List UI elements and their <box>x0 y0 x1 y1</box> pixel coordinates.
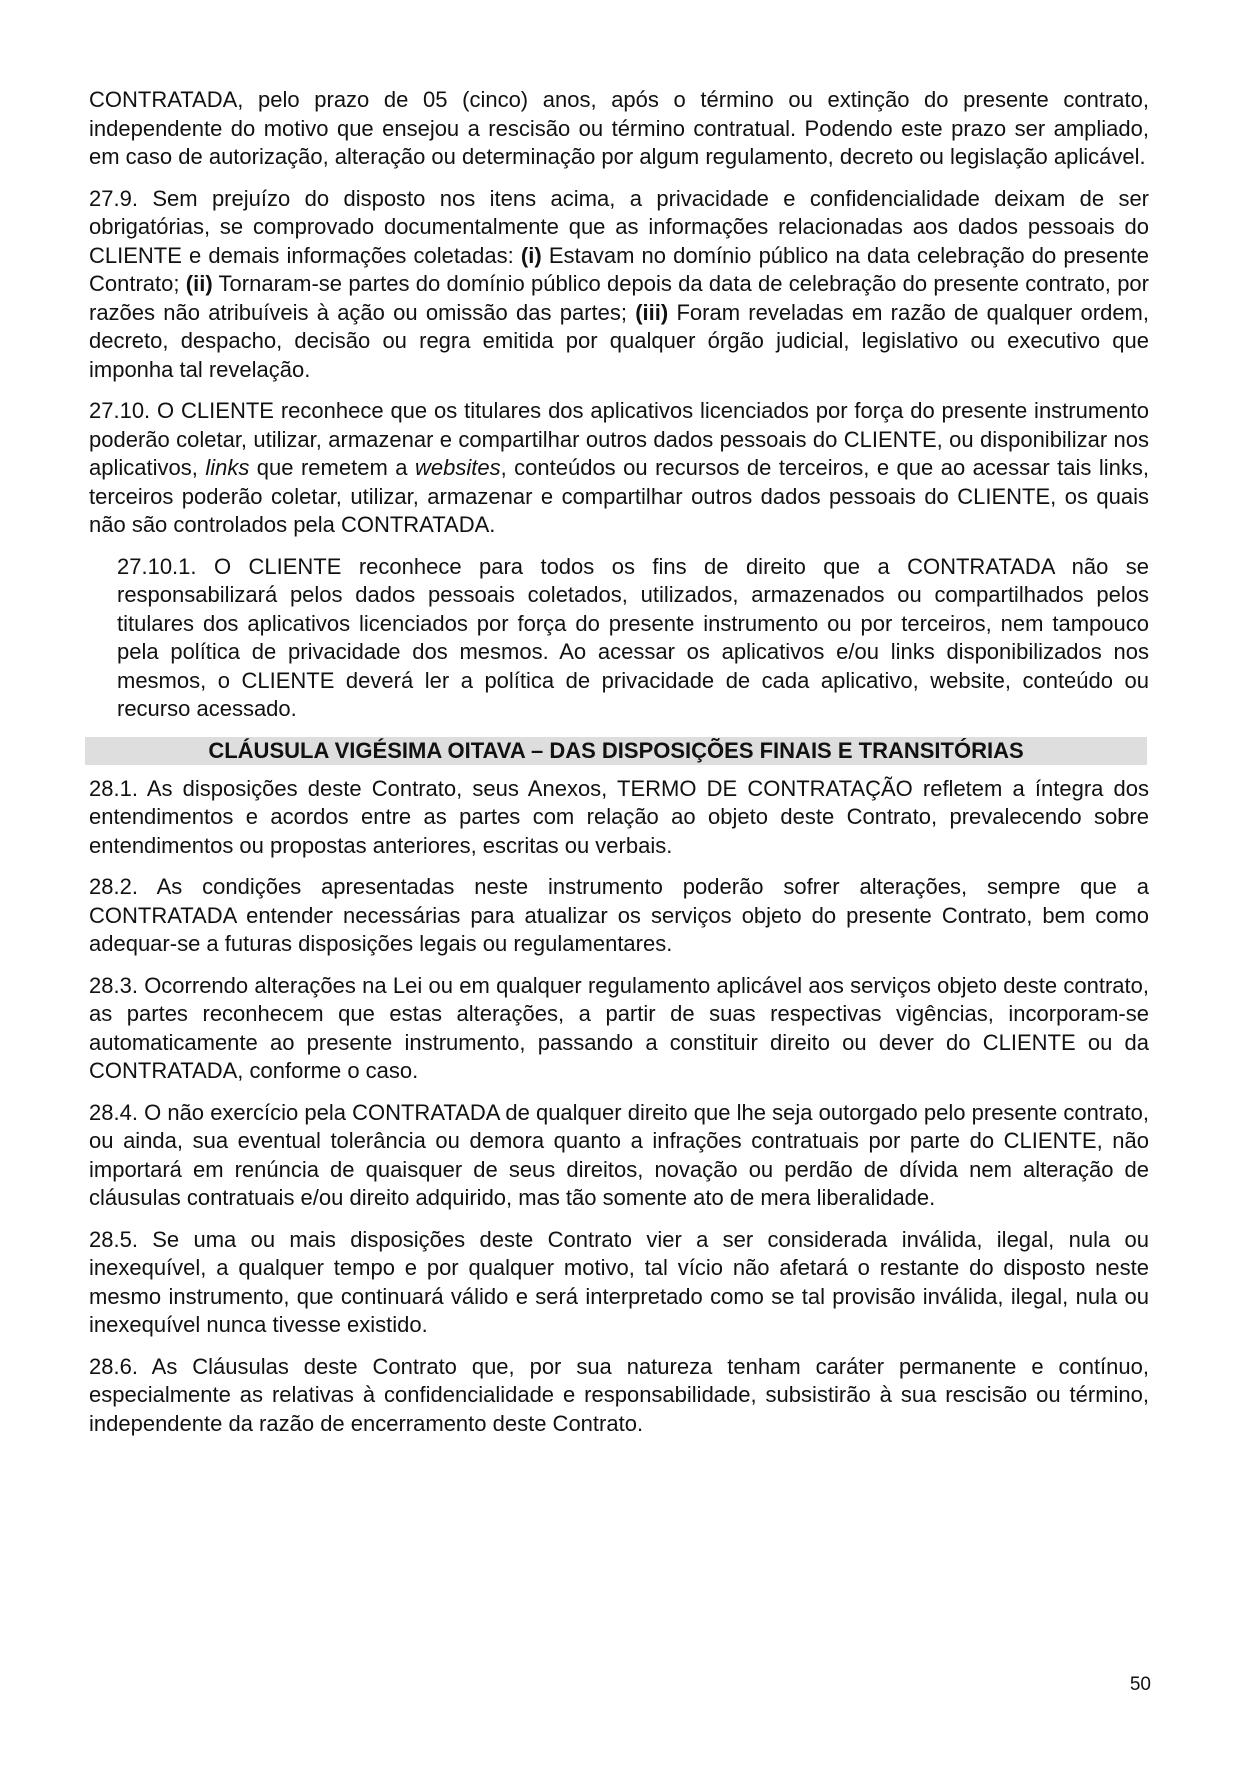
p27-9-text-3: Tornaram-se partes do domínio público depois da data de celebração do presente contrato, por razões não atribuíveis à ação ou omissão das partes; <box>89 271 1149 325</box>
p27-9-bold-2: (ii) <box>185 271 213 296</box>
p27-9-bold-1: (i) <box>520 242 542 268</box>
paragraph-28-6: 28.6. As Cláusulas deste Contrato que, por sua natureza tenham caráter permanente e contínuo, especialmente as relativas à confidencialidade e responsabilidade, subsistirão à sua rescisão ou término, independente da razão de encerramento deste Contrato. <box>89 1353 1149 1436</box>
p27-10-text-2: que remetem a <box>249 455 415 480</box>
p27-10-text-1: 27.10. O CLIENTE reconhece que os titulares dos aplicativos licenciados por força do presente instrumento poderão coletar, utilizar, armazenar e compartilhar outros dados pessoais do CLIENTE, ou disponibilizar nos aplicativos, <box>89 398 1149 480</box>
paragraph-28-2: 28.2. As condições apresentadas neste instrumento poderão sofrer alterações, sempre que a CONTRATADA entender necessárias para atualizar os serviços objeto do presente Contrato, bem como adequar-se a futuras disposições legais ou regulamentares. <box>89 874 1149 956</box>
paragraph-28-5: 28.5. Se uma ou mais disposições deste Contrato vier a ser considerada inválida, ilegal, nula ou inexequível, a qualquer tempo e por qualquer motivo, tal vício não afetará o restante do disposto neste mesmo instrumento, que continuará válido e será interpretado como se tal provisão inválida, ilegal, nula ou inexequível nunca tivesse existido. <box>89 1226 1149 1337</box>
p27-10-text-3: , conteúdos ou recursos de terceiros, e que ao acessar tais links, terceiros poderão coletar, utilizar, armazenar e compartilhar outros dados pessoais do CLIENTE, os quais não são controlados pela CONTRATADA. <box>89 455 1149 537</box>
paragraph-28-3: 28.3. Ocorrendo alterações na Lei ou em qualquer regulamento aplicável aos serviços objeto deste contrato, as partes reconhecem que estas alterações, a partir de suas respectivas vigências, incorporam-se automaticamente ao presente instrumento, passando a constituir direito ou dever do CLIENTE ou da CONTRATADA, conforme o caso. <box>89 972 1149 1083</box>
p27-9-bold-3: (iii) <box>635 299 669 325</box>
p27-9-text-4: Foram reveladas em razão de qualquer ordem, decreto, despacho, decisão ou regra emitida por qualquer órgão judicial, legislativo ou executivo que imponha tal revelação. <box>89 299 1149 382</box>
page-content <box>89 86 1149 1451</box>
p27-10-italic-websites: websites <box>414 455 501 480</box>
paragraph-27-9 <box>89 185 1149 385</box>
paragraph-28-4: 28.4. O não exercício pela CONTRATADA de qualquer direito que lhe seja outorgado pelo presente contrato, ou ainda, sua eventual tolerância ou demora quanto a infrações contratuais por parte do CLIENTE, não importará em renúncia de quaisquer de seus direitos, novação ou perdão de dívida nem alteração de cláusulas contratuais e/ou direito adquirido, mas tão somente ato de mera liberalidade. <box>89 1099 1149 1210</box>
p27-9-text-2: Estavam no domínio público na data celebração do presente Contrato; <box>89 242 1149 296</box>
p27-9-text-1: 27.9. Sem prejuízo do disposto nos itens acima, a privacidade e confidencialidade deixam de ser obrigatórias, se comprovado documentalmente que as informações relacionadas aos dados pessoais do CLIENTE e demais informações coletadas: <box>89 185 1149 268</box>
paragraph-intro: CONTRATADA, pelo prazo de 05 (cinco) anos, após o término ou extinção do presente contrato, independente do motivo que ensejou a rescisão ou término contratual. Podendo este prazo ser ampliado, em caso de autorização, alteração ou determinação por algum regulamento, decreto ou legislação aplicável. <box>89 87 1149 169</box>
paragraph-27-10-1: 27.10.1. O CLIENTE reconhece para todos os fins de direito que a CONTRATADA não se responsabilizará pelos dados pessoais coletados, utilizados, armazenados ou compartilhados pelos titulares dos aplicativos licenciados por força do presente instrumento ou por terceiros, nem tampouco pela política de privacidade dos mesmos. Ao acessar os aplicativos e/ou links disponibilizados nos mesmos, o CLIENTE deverá ler a política de privacidade de cada aplicativo, website, conteúdo ou recurso acessado. <box>117 553 1149 721</box>
p27-10-italic-links: links <box>205 455 250 480</box>
clause-28-heading: CLÁUSULA VIGÉSIMA OITAVA – DAS DISPOSIÇÕES FINAIS E TRANSITÓRIAS <box>85 737 1147 765</box>
paragraph-27-10 <box>89 397 1149 540</box>
paragraph-28-1: 28.1. As disposições deste Contrato, seus Anexos, TERMO DE CONTRATAÇÃO refletem a íntegra dos entendimentos e acordos entre as partes com relação ao objeto deste Contrato, prevalecendo sobre entendimentos ou propostas anteriores, escritas ou verbais. <box>89 775 1149 858</box>
page-number: 50 <box>1129 1674 1151 1695</box>
